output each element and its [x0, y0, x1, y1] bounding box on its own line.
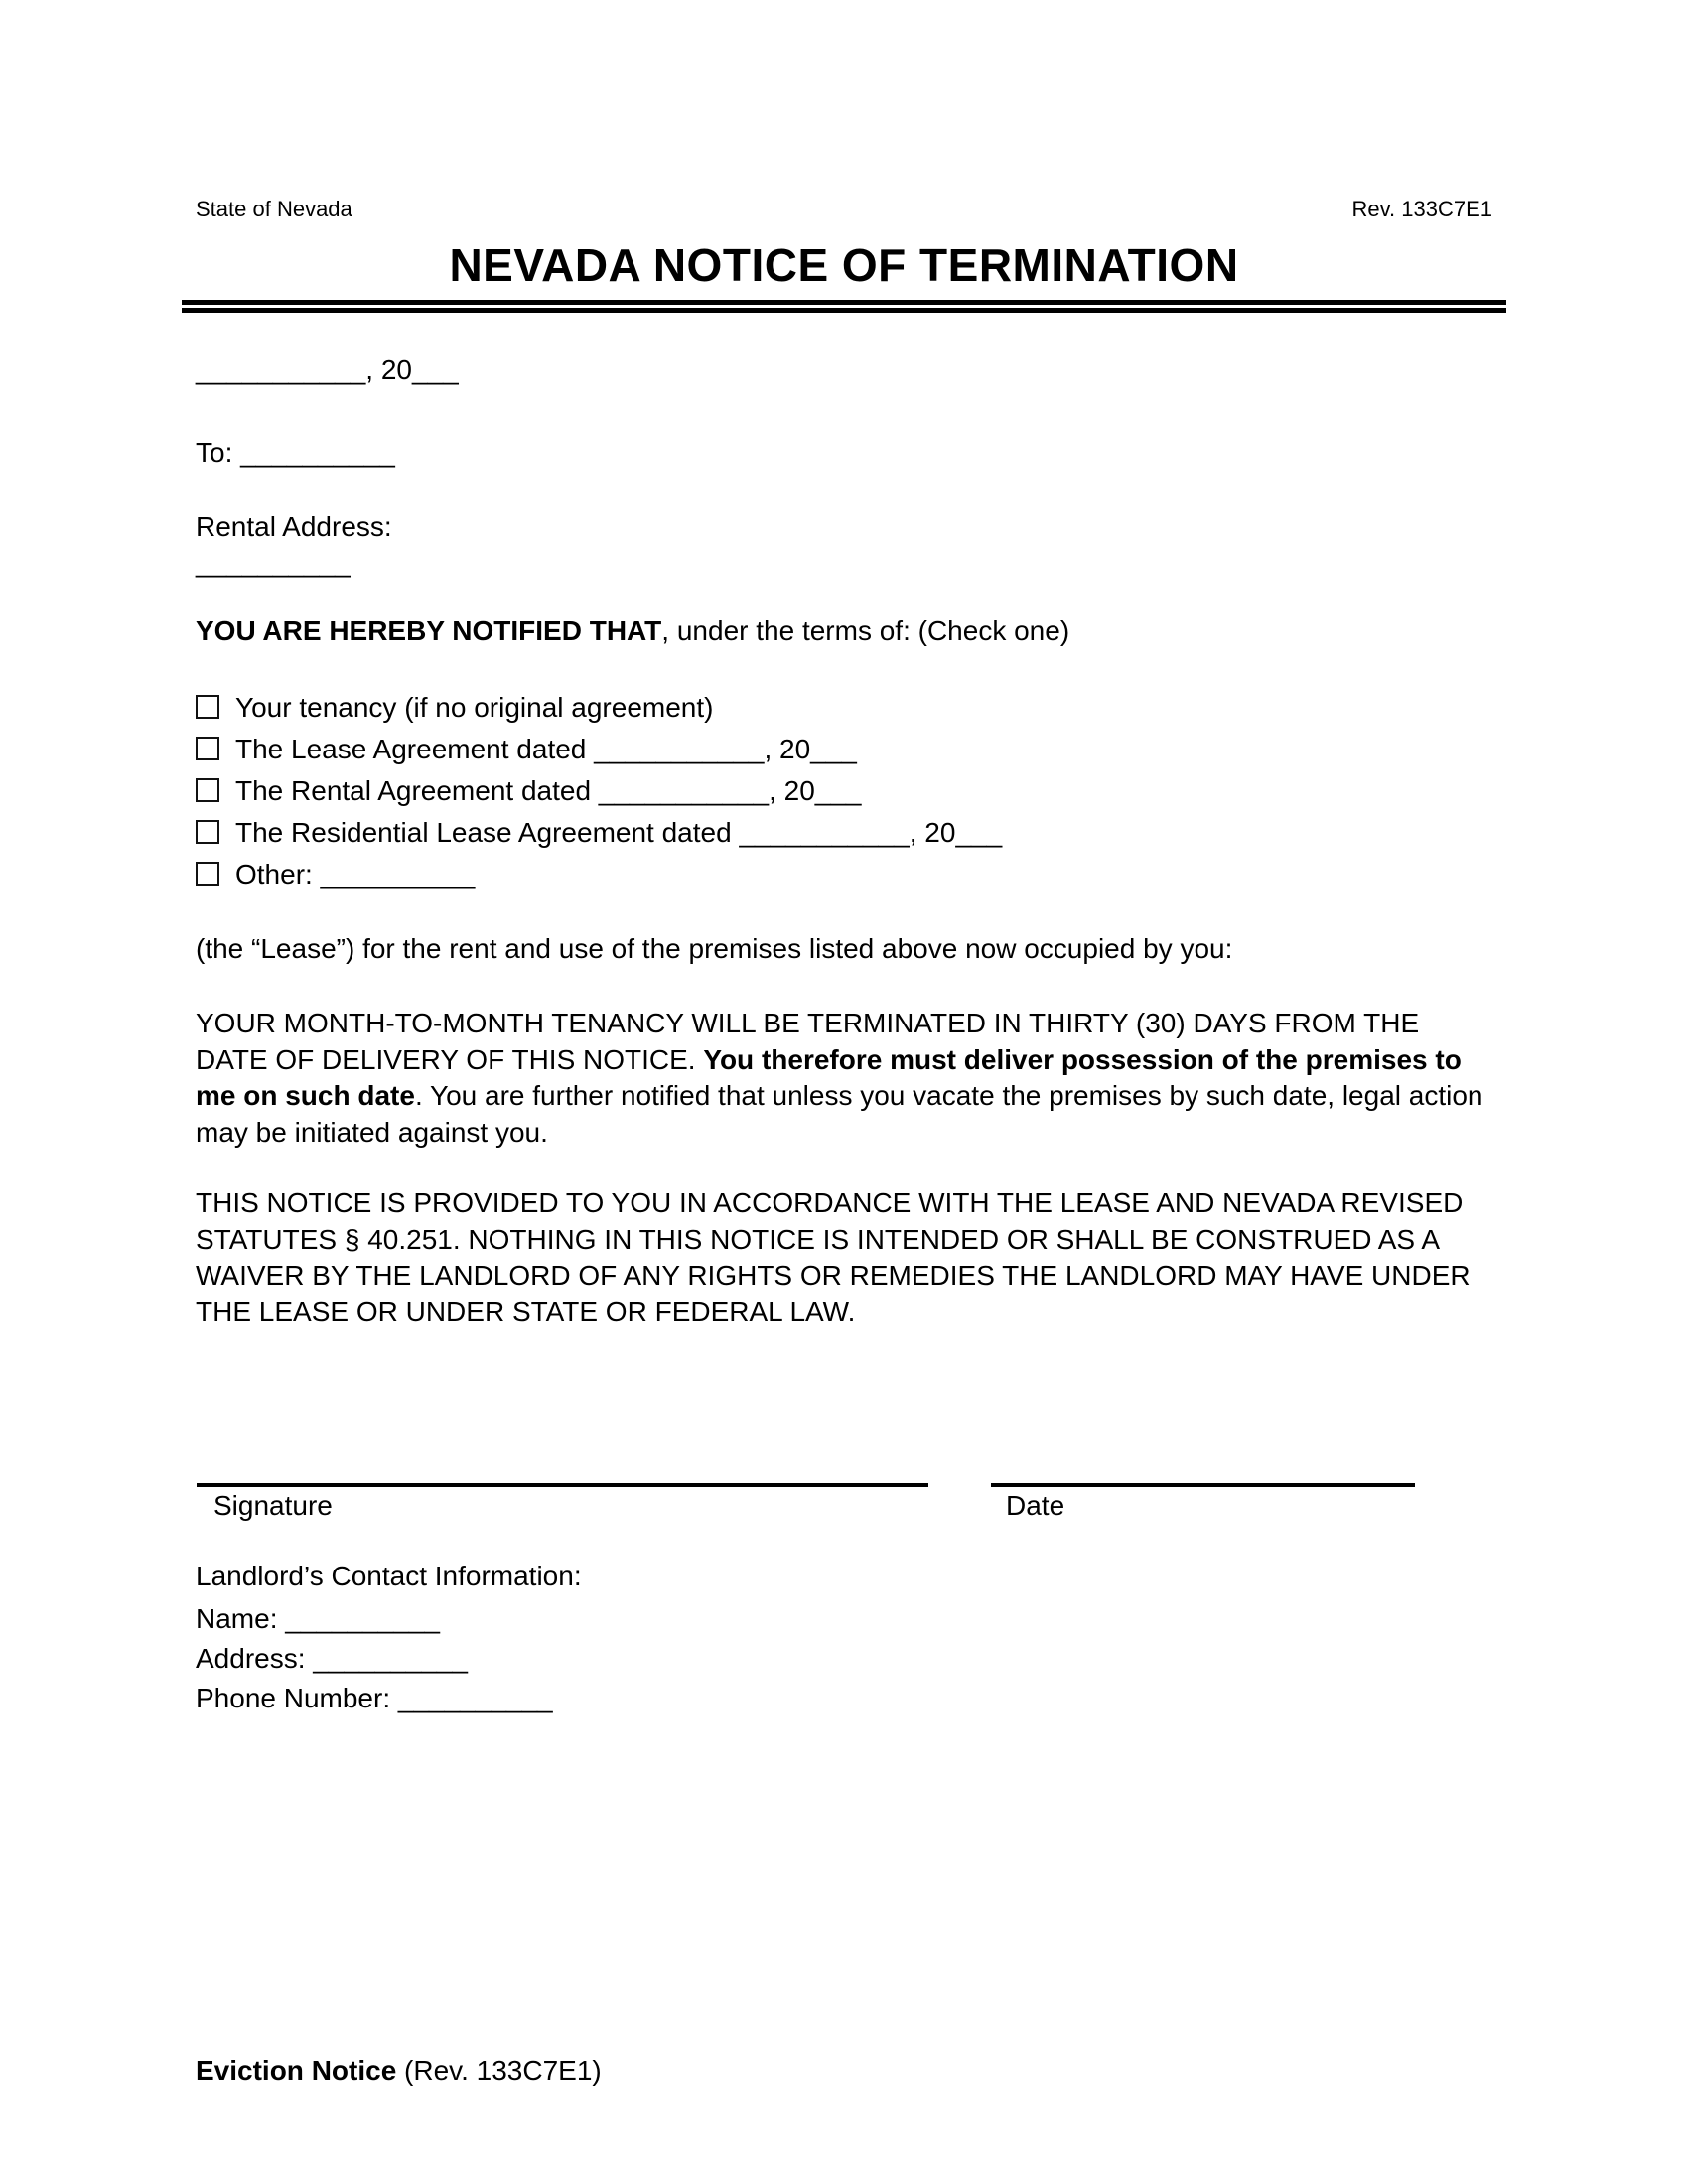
- termination-paragraph: [182, 1006, 1506, 1151]
- checklist-item-label: The Residential Lease Agreement dated ___________, 20___: [235, 817, 1003, 848]
- notified-bold-text: YOU ARE HEREBY NOTIFIED THAT: [196, 615, 662, 646]
- to-line: To: __________: [196, 437, 395, 468]
- checklist-item-lease-agreement: [196, 729, 1492, 770]
- footer-bold-text: Eviction Notice: [196, 2055, 397, 2086]
- checkbox-icon[interactable]: [196, 737, 219, 760]
- landlord-address-line: Address: __________: [196, 1643, 468, 1674]
- termination-bold: You therefore must deliver possession of the premises to me on such date: [196, 1043, 1462, 1111]
- statute-paragraph: THIS NOTICE IS PROVIDED TO YOU IN ACCORDANCE WITH THE LEASE AND NEVADA REVISED STATUTES § 40.251. NOTHING IN THIS NOTICE IS INTENDED OR SHALL BE CONSTRUED AS A WAIVER BY THE LANDLORD OF ANY RIGHTS OR REMEDIES THE LANDLORD MAY HAVE UNDER THE LEASE OR UNDER STATE OR FEDERAL LAW.: [196, 1187, 1471, 1327]
- date-line[interactable]: [991, 1483, 1415, 1487]
- landlord-phone-line: Phone Number: __________: [196, 1683, 553, 1713]
- signature-row: [197, 1483, 1506, 1523]
- checkbox-icon[interactable]: [196, 778, 219, 802]
- signature-block: [197, 1483, 928, 1523]
- page-title: NEVADA NOTICE OF TERMINATION: [449, 239, 1239, 291]
- document-meta-row: [182, 197, 1506, 222]
- rental-address-blank: __________: [196, 547, 351, 578]
- notified-rest-text: , under the terms of: (Check one): [661, 615, 1070, 646]
- signature-label: Signature: [213, 1490, 333, 1521]
- footer-rest-text: (Rev. 133C7E1): [396, 2055, 602, 2086]
- termination-part1: YOUR MONTH-TO-MONTH TENANCY WILL BE TERMINATED IN THIRTY (30) DAYS FROM THE DATE OF DELIVERY OF THIS NOTICE.: [196, 1008, 1420, 1075]
- checklist-item-label: Your tenancy (if no original agreement): [235, 692, 714, 723]
- checkbox-icon[interactable]: [196, 695, 219, 719]
- title-divider: [182, 300, 1506, 313]
- revision-label: Rev. 133C7E1: [1351, 197, 1492, 221]
- agreement-checklist: [182, 687, 1506, 895]
- checklist-item-residential-lease: [196, 812, 1492, 854]
- notified-line: [182, 614, 1506, 649]
- termination-part2: . You are further notified that unless you vacate the premises by such date, legal action may be initiated against you.: [196, 1080, 1483, 1148]
- date-blank-line: ___________, 20___: [196, 354, 459, 385]
- checkbox-icon[interactable]: [196, 862, 219, 886]
- date-label: Date: [1006, 1490, 1065, 1521]
- document-content: [182, 197, 1506, 2089]
- checklist-item-rental-agreement: [196, 770, 1492, 812]
- state-label: State of Nevada: [196, 197, 352, 221]
- signature-line[interactable]: [197, 1483, 928, 1487]
- lease-clause: (the “Lease”) for the rent and use of the premises listed above now occupied by you:: [196, 933, 1233, 964]
- date-block: [991, 1483, 1415, 1523]
- landlord-name-line: Name: __________: [196, 1603, 440, 1634]
- checklist-item-tenancy: [196, 687, 1492, 729]
- checkbox-icon[interactable]: [196, 820, 219, 844]
- document-footer: [182, 2053, 1506, 2089]
- landlord-contact-heading: Landlord’s Contact Information:: [196, 1561, 582, 1591]
- checklist-item-other: [196, 854, 1492, 895]
- checklist-item-label: The Rental Agreement dated ___________, 20___: [235, 775, 862, 806]
- checklist-item-label: The Lease Agreement dated ___________, 20___: [235, 734, 857, 764]
- checklist-item-label: Other: __________: [235, 859, 476, 889]
- rental-address-label: Rental Address:: [196, 511, 392, 542]
